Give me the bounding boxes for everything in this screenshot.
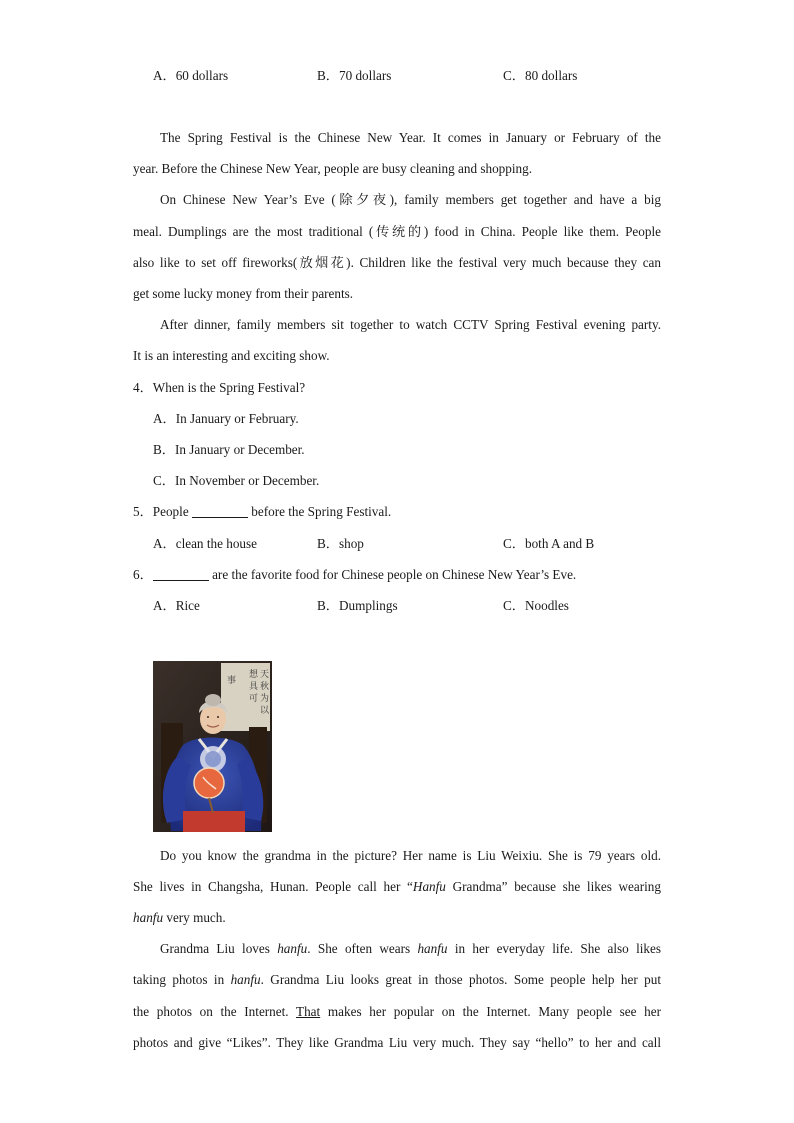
hanfu-term: hanfu (277, 941, 308, 956)
q4-option-b: B．In January or December. (153, 442, 305, 457)
q6-stem-pre: 6． (133, 567, 153, 582)
passage2-text: the photos on the Internet. (133, 1004, 297, 1019)
q6-stem (133, 565, 576, 585)
q3-option-b: B．70 dollars (317, 68, 392, 83)
q5-option-a: A．clean the house (153, 536, 257, 551)
q3-option-c: C．80 dollars (503, 68, 578, 83)
underlined-word-that: That (296, 1004, 321, 1019)
q5-option-b: B．shop (317, 536, 364, 551)
q3-options (0, 66, 794, 86)
calligraphy-char: 事 (227, 676, 237, 686)
q6-option-b: B．Dumplings (317, 598, 398, 613)
q5-answer-blank (192, 503, 248, 518)
hanfu-term: hanfu (133, 910, 164, 925)
passage2-line: Do you know the grandma in the picture? Her name is Liu Weixiu. She is 79 years old. (160, 848, 661, 863)
q5-option-c: C．both A and B (503, 536, 595, 551)
grandma-hanfu-photo (153, 661, 272, 832)
q5-stem-pre: 5．People (133, 504, 192, 519)
hanfu-term: hanfu (230, 972, 261, 987)
calligraphy-char: 想 (249, 670, 259, 680)
passage2-text: . Grandma Liu looks great in those photos. Some people help her put (260, 972, 661, 987)
passage2-text: very much. (163, 910, 226, 925)
passage2-text: Grandma Liu loves (160, 941, 278, 956)
q4-stem: 4．When is the Spring Festival? (133, 380, 306, 395)
passage2-line (133, 970, 661, 990)
hanfu-term: Hanfu (412, 879, 446, 894)
passage1-line: The Spring Festival is the Chinese New Year. It comes in January or February of the (160, 130, 661, 145)
passage2-text: taking photos in (133, 972, 231, 987)
calligraphy-char: 具 (249, 682, 259, 692)
q5-stem (133, 502, 391, 522)
passage2-text: in her everyday life. She also likes (447, 941, 661, 956)
passage1-line: meal. Dumplings are the most traditional (传统的) food in China. People like them. People (133, 224, 661, 239)
passage1-line: year. Before the Chinese New Year, people are busy cleaning and shopping. (133, 161, 533, 176)
q5-stem-post: before the Spring Festival. (247, 504, 392, 519)
calligraphy-char: 天 (260, 670, 270, 680)
passage2-line (160, 939, 661, 959)
calligraphy-char: 为 (260, 694, 270, 704)
passage1-line: After dinner, family members sit together to watch CCTV Spring Festival evening party. (160, 317, 661, 332)
q4-option-a: A．In January or February. (153, 411, 299, 426)
q5-options (0, 534, 794, 554)
passage1-line: get some lucky money from their parents. (133, 286, 354, 301)
q6-options (0, 596, 794, 616)
passage2-text: She lives in Changsha, Hunan. People call her “ (133, 879, 413, 894)
calligraphy-char: 以 (260, 706, 270, 716)
passage2-text: makes her popular on the Internet. Many people see her (320, 1004, 661, 1019)
q6-stem-post: are the favorite food for Chinese people on Chinese New Year’s Eve. (208, 567, 577, 582)
passage2-line (133, 1002, 661, 1022)
calligraphy-char: 可 (249, 694, 259, 704)
calligraphy-char: 秋 (260, 682, 270, 692)
q6-option-c: C．Noodles (503, 598, 569, 613)
hanfu-term: hanfu (417, 941, 448, 956)
passage1-line: It is an interesting and exciting show. (133, 348, 330, 363)
passage1-line: also like to set off fireworks(放烟花). Children like the festival very much because they can (133, 255, 661, 270)
grandma-photo-image (153, 661, 272, 832)
passage2-line: photos and give “Likes”. They like Grandma Liu very much. They say “hello” to her and call (133, 1035, 661, 1050)
q3-option-a: A．60 dollars (153, 68, 229, 83)
passage2-line (133, 908, 661, 928)
q6-option-a: A．Rice (153, 598, 200, 613)
passage2-text: Grandma” because she likes wearing (445, 879, 661, 894)
passage2-text: . She often wears (307, 941, 418, 956)
passage2-line (133, 877, 661, 897)
passage1-line: On Chinese New Year’s Eve (除夕夜), family members get together and have a big (160, 192, 661, 207)
q4-option-c: C．In November or December. (153, 473, 320, 488)
q6-answer-blank (153, 566, 209, 581)
